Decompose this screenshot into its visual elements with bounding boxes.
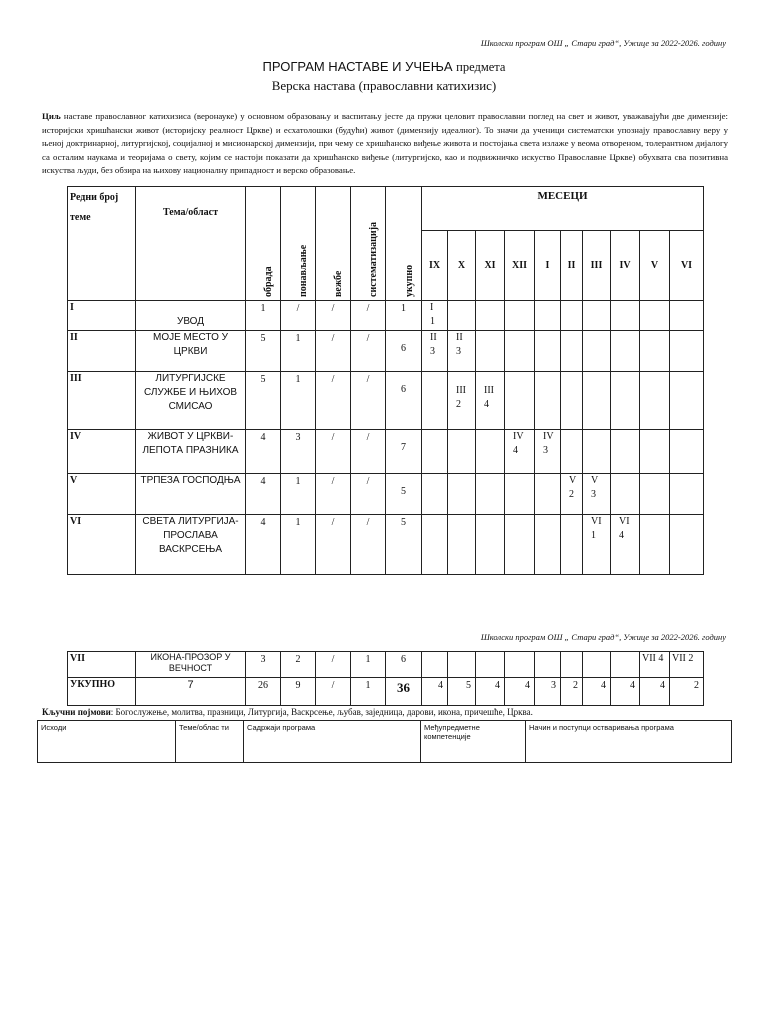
cell-month xyxy=(611,331,640,372)
cell-month xyxy=(535,652,561,678)
cell-month xyxy=(422,430,448,474)
table-row xyxy=(68,515,704,575)
goal-text: наставе православног катихизиса (веронауке) у основном образовању и васпитању јесте да пружи целовит православни поглед на свет и живот, уважавајући две димензије: историјски хришћански живот (историјску реалност Цркве) и есхатолошки (будући) живот (димензију идеалног). То значи да ученици систематски упознају православну веру у њеној доктринарној, литургијској, социјалној и мисионарској димензији, при чему се хришћанско виђење живота и постојања света излаже у веома отвореном, толерантном дијалогу са осталим наукама и теоријама о свету, којим се настоји показати да хришћанско виђење (литургијско, као и подвижничко искуство Православне Цркве) обухвата сва позитивна искуства људи, без обзира на њихову националну припадност и верско образовање. xyxy=(42,111,728,176)
cell-ponavljanje: 1 xyxy=(281,474,316,515)
cell-month xyxy=(611,430,640,474)
cell-month xyxy=(640,372,670,430)
cell-month: VII 2 xyxy=(670,652,704,678)
table-row xyxy=(68,301,704,331)
cell-sistematizacija: / xyxy=(351,301,386,331)
cell-month: V 2 xyxy=(561,474,583,515)
cell-ukupno: 5 xyxy=(386,515,422,575)
keywords-text: : Богослужење, молитва, празници, Литургија, Васкрсење, љубав, заједница, дарови, икона, причешће, Црква. xyxy=(110,707,533,717)
cell-month: 4 xyxy=(640,678,670,706)
title-main: ПРОГРАМ НАСТАВЕ И УЧЕЊА xyxy=(262,59,453,74)
month-header: IX xyxy=(422,231,448,301)
cell-month xyxy=(505,372,535,430)
total-topics: 7 xyxy=(136,678,246,706)
cell-ponavljanje: 1 xyxy=(281,515,316,575)
row-topic: ИКОНА-ПРОЗОР У ВЕЧНОСТ xyxy=(136,652,246,678)
cell-month xyxy=(422,515,448,575)
cell-month xyxy=(670,331,704,372)
row-number: IV xyxy=(68,430,136,474)
month-header: I xyxy=(535,231,561,301)
cell-month xyxy=(583,430,611,474)
col-header-sistematizacija: систематизација xyxy=(351,187,386,301)
cell-month xyxy=(611,372,640,430)
cell-obrada: 3 xyxy=(246,652,281,678)
cell-month xyxy=(561,301,583,331)
cell-month: 5 xyxy=(448,678,476,706)
month-header: V xyxy=(640,231,670,301)
cell-month xyxy=(505,331,535,372)
cell-month: 4 xyxy=(505,678,535,706)
cell-ponavljanje: 1 xyxy=(281,372,316,430)
outcomes-table xyxy=(37,720,732,763)
month-header: X xyxy=(448,231,476,301)
months-header: МЕСЕЦИ xyxy=(422,187,704,231)
outcomes-col-0: Исходи xyxy=(38,721,176,763)
row-number: III xyxy=(68,372,136,430)
cell-obrada: 26 xyxy=(246,678,281,706)
title-suffix: предмета xyxy=(456,60,506,74)
row-topic: ТРПЕЗА ГОСПОДЊА xyxy=(136,474,246,515)
cell-month: 4 xyxy=(611,678,640,706)
cell-month xyxy=(448,515,476,575)
cell-month xyxy=(583,652,611,678)
cell-vezbe: / xyxy=(316,678,351,706)
cell-month: III 2 xyxy=(448,372,476,430)
schedule-table xyxy=(67,186,704,575)
month-header: VI xyxy=(670,231,704,301)
row-number: VI xyxy=(68,515,136,575)
cell-ukupno: 36 xyxy=(386,678,422,706)
table-row xyxy=(68,430,704,474)
cell-obrada: 4 xyxy=(246,474,281,515)
cell-month xyxy=(670,474,704,515)
month-header: IV xyxy=(611,231,640,301)
cell-month xyxy=(476,331,505,372)
row-number: I xyxy=(68,301,136,331)
cell-month xyxy=(583,372,611,430)
cell-ukupno: 6 xyxy=(386,331,422,372)
cell-ukupno: 6 xyxy=(386,652,422,678)
cell-month: II 3 xyxy=(448,331,476,372)
cell-month xyxy=(505,301,535,331)
month-header: II xyxy=(561,231,583,301)
cell-month: 3 xyxy=(535,678,561,706)
cell-month xyxy=(448,652,476,678)
total-row xyxy=(68,678,704,706)
cell-month xyxy=(561,331,583,372)
goal-label: Циљ xyxy=(42,111,61,121)
cell-month xyxy=(448,301,476,331)
cell-ukupno: 1 xyxy=(386,301,422,331)
cell-ponavljanje: / xyxy=(281,301,316,331)
cell-month xyxy=(640,430,670,474)
cell-month xyxy=(640,301,670,331)
header-note: Школски програм ОШ „ Стари град“, Ужице за 2022-2026. годину xyxy=(480,38,726,48)
cell-month xyxy=(422,372,448,430)
table-row xyxy=(68,372,704,430)
row-number: VII xyxy=(68,652,136,678)
cell-month xyxy=(476,301,505,331)
keywords xyxy=(42,707,533,717)
cell-month xyxy=(422,474,448,515)
table-row xyxy=(68,474,704,515)
cell-obrada: 5 xyxy=(246,372,281,430)
row-topic: ЛИТУРГИЈСКЕ СЛУЖБЕ И ЊИХОВ СМИСАО xyxy=(136,372,246,430)
cell-vezbe: / xyxy=(316,430,351,474)
table-row xyxy=(68,331,704,372)
cell-month xyxy=(670,430,704,474)
cell-vezbe: / xyxy=(316,301,351,331)
cell-month xyxy=(535,515,561,575)
outcomes-col-2: Садржаји програма xyxy=(244,721,421,763)
cell-month xyxy=(611,474,640,515)
cell-ponavljanje: 1 xyxy=(281,331,316,372)
cell-ukupno: 5 xyxy=(386,474,422,515)
month-header: XII xyxy=(505,231,535,301)
cell-month xyxy=(505,652,535,678)
cell-month xyxy=(476,474,505,515)
cell-obrada: 4 xyxy=(246,430,281,474)
cell-month xyxy=(476,652,505,678)
cell-ponavljanje: 3 xyxy=(281,430,316,474)
cell-month: VI 4 xyxy=(611,515,640,575)
cell-obrada: 4 xyxy=(246,515,281,575)
cell-month xyxy=(535,372,561,430)
cell-vezbe: / xyxy=(316,331,351,372)
cell-month xyxy=(670,515,704,575)
cell-month: I 1 xyxy=(422,301,448,331)
cell-month: III 4 xyxy=(476,372,505,430)
total-label: УКУПНО xyxy=(68,678,136,706)
keywords-label: Кључни појмови xyxy=(42,707,111,717)
cell-month xyxy=(505,515,535,575)
cell-month xyxy=(422,652,448,678)
header-note-2: Школски програм ОШ „ Стари град“, Ужице за 2022-2026. годину xyxy=(480,632,726,642)
cell-ukupno: 6 xyxy=(386,372,422,430)
cell-sistematizacija: / xyxy=(351,430,386,474)
cell-obrada: 1 xyxy=(246,301,281,331)
outcomes-col-3: Међупредметне компетенције xyxy=(421,721,526,763)
cell-month xyxy=(561,430,583,474)
cell-month: 2 xyxy=(561,678,583,706)
cell-month: 4 xyxy=(583,678,611,706)
cell-ponavljanje: 9 xyxy=(281,678,316,706)
col-header-rb: Редни број теме xyxy=(68,187,136,301)
row-number: V xyxy=(68,474,136,515)
cell-month: 4 xyxy=(476,678,505,706)
cell-sistematizacija: 1 xyxy=(351,652,386,678)
cell-vezbe: / xyxy=(316,652,351,678)
col-header-ponavljanje: понављање xyxy=(281,187,316,301)
cell-vezbe: / xyxy=(316,372,351,430)
cell-month xyxy=(583,301,611,331)
cell-vezbe: / xyxy=(316,474,351,515)
page-title xyxy=(0,59,768,75)
cell-month xyxy=(535,301,561,331)
cell-month: IV 4 xyxy=(505,430,535,474)
month-header: XI xyxy=(476,231,505,301)
cell-month xyxy=(640,515,670,575)
cell-sistematizacija: / xyxy=(351,331,386,372)
cell-month: 4 xyxy=(422,678,448,706)
cell-month xyxy=(611,301,640,331)
cell-month xyxy=(561,372,583,430)
row-number: II xyxy=(68,331,136,372)
cell-month xyxy=(476,430,505,474)
cell-month: VII 4 xyxy=(640,652,670,678)
month-header: III xyxy=(583,231,611,301)
col-header-topic: Тема/област xyxy=(136,187,246,301)
cell-month xyxy=(505,474,535,515)
cell-month xyxy=(670,372,704,430)
schedule-table-continued xyxy=(67,651,704,706)
cell-sistematizacija: / xyxy=(351,372,386,430)
cell-sistematizacija: / xyxy=(351,515,386,575)
cell-month xyxy=(640,474,670,515)
row-topic: МОЈЕ МЕСТО У ЦРКВИ xyxy=(136,331,246,372)
cell-month xyxy=(448,430,476,474)
cell-month: IV 3 xyxy=(535,430,561,474)
cell-month xyxy=(611,652,640,678)
cell-month: VI 1 xyxy=(583,515,611,575)
col-header-ukupno: укупно xyxy=(386,187,422,301)
goal-paragraph xyxy=(42,110,728,178)
cell-month xyxy=(535,331,561,372)
cell-vezbe: / xyxy=(316,515,351,575)
row-topic: СВЕТА ЛИТУРГИЈА-ПРОСЛАВА ВАСКРСЕЊА xyxy=(136,515,246,575)
outcomes-col-1: Теме/облас ти xyxy=(176,721,244,763)
cell-month xyxy=(476,515,505,575)
cell-sistematizacija: 1 xyxy=(351,678,386,706)
row-topic: УВОД xyxy=(136,301,246,331)
cell-month: V 3 xyxy=(583,474,611,515)
cell-ukupno: 7 xyxy=(386,430,422,474)
cell-month xyxy=(670,301,704,331)
col-header-obrada: обрада xyxy=(246,187,281,301)
table-row xyxy=(68,652,704,678)
col-header-vezbe: вежбе xyxy=(316,187,351,301)
cell-ponavljanje: 2 xyxy=(281,652,316,678)
cell-month xyxy=(561,515,583,575)
cell-sistematizacija: / xyxy=(351,474,386,515)
cell-month: II 3 xyxy=(422,331,448,372)
row-topic: ЖИВОТ У ЦРКВИ-ЛЕПОТА ПРАЗНИКА xyxy=(136,430,246,474)
page-subtitle: Верска настава (православни катихизис) xyxy=(271,78,497,93)
cell-month xyxy=(561,652,583,678)
outcomes-col-4: Начин и поступци остваривања програма xyxy=(526,721,732,763)
cell-month xyxy=(640,331,670,372)
cell-month xyxy=(535,474,561,515)
cell-month: 2 xyxy=(670,678,704,706)
cell-month xyxy=(448,474,476,515)
cell-obrada: 5 xyxy=(246,331,281,372)
cell-month xyxy=(583,331,611,372)
